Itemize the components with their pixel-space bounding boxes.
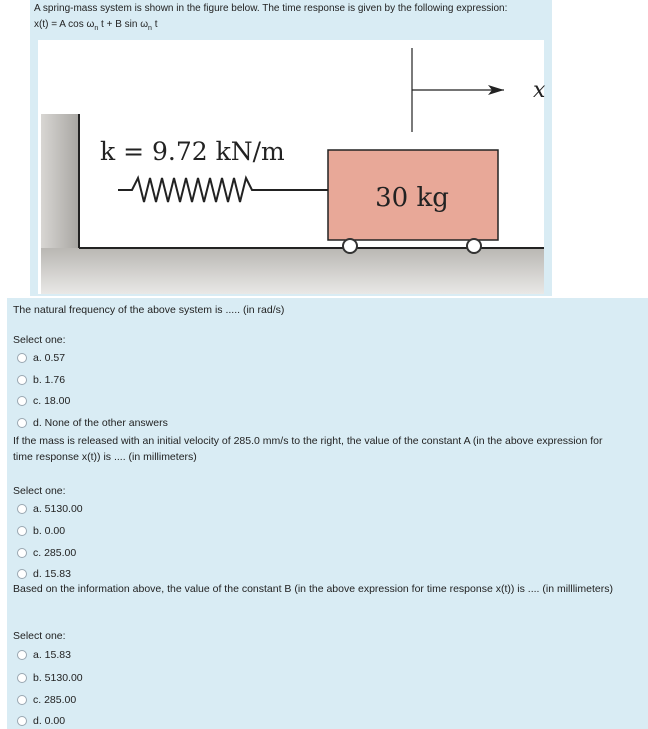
radio-button[interactable] bbox=[17, 418, 27, 428]
radio-button[interactable] bbox=[17, 548, 27, 558]
spring-constant-label: k = 9.72 kN/m bbox=[100, 137, 285, 166]
radio-button[interactable] bbox=[17, 396, 27, 406]
spring-mass-figure bbox=[38, 40, 544, 294]
q2-option-c[interactable]: c. 285.00 bbox=[17, 546, 76, 560]
q3-option-b[interactable]: b. 5130.00 bbox=[17, 671, 83, 685]
select-one-label: Select one: bbox=[13, 485, 66, 497]
q2-option-a[interactable]: a. 5130.00 bbox=[17, 502, 83, 516]
q1-option-d[interactable]: d. None of the other answers bbox=[17, 416, 168, 430]
radio-button[interactable] bbox=[17, 353, 27, 363]
wheel-right bbox=[467, 239, 481, 253]
q2-option-d[interactable]: d. 15.83 bbox=[17, 567, 71, 581]
spring bbox=[118, 178, 328, 202]
select-one-label: Select one: bbox=[13, 334, 66, 346]
q1-option-c[interactable]: c. 18.00 bbox=[17, 394, 70, 408]
q3-option-a[interactable]: a. 15.83 bbox=[17, 648, 71, 662]
question-3-text: Based on the information above, the value of the constant B (in the above expression for time response x(t)) is .... (in milllimeters) bbox=[13, 583, 613, 595]
radio-button[interactable] bbox=[17, 650, 27, 660]
q1-option-a[interactable]: a. 0.57 bbox=[17, 351, 65, 365]
question-2-text-line-2: time response x(t)) is .... (in millimeters) bbox=[13, 451, 197, 463]
wheel-left bbox=[343, 239, 357, 253]
question-2 bbox=[7, 433, 648, 581]
question-3 bbox=[7, 581, 648, 729]
radio-button[interactable] bbox=[17, 526, 27, 536]
radio-button[interactable] bbox=[17, 673, 27, 683]
q3-option-c[interactable]: c. 285.00 bbox=[17, 693, 76, 707]
radio-button[interactable] bbox=[17, 375, 27, 385]
radio-button[interactable] bbox=[17, 504, 27, 514]
problem-intro: A spring-mass system is shown in the figure below. The time response is given by the following expression: bbox=[34, 3, 508, 14]
radio-button[interactable] bbox=[17, 716, 27, 726]
wall bbox=[41, 114, 79, 250]
x-label: x bbox=[533, 78, 546, 103]
question-1-text: The natural frequency of the above system is ..... (in rad/s) bbox=[13, 304, 285, 316]
mass-label: 30 kg bbox=[375, 183, 449, 213]
q2-option-b[interactable]: b. 0.00 bbox=[17, 524, 65, 538]
select-one-label: Select one: bbox=[13, 630, 66, 642]
problem-header bbox=[30, 0, 552, 296]
q1-option-b[interactable]: b. 1.76 bbox=[17, 373, 65, 387]
radio-button[interactable] bbox=[17, 569, 27, 579]
radio-button[interactable] bbox=[17, 695, 27, 705]
time-response-expression: x(t) = A $\cos \omega_n$ t + B $\sin \omega_n$ t bbox=[34, 19, 158, 32]
question-1 bbox=[7, 298, 648, 433]
q3-option-d[interactable]: d. 0.00 bbox=[17, 714, 65, 728]
floor bbox=[41, 248, 544, 294]
spring-mass-diagram bbox=[38, 40, 544, 294]
question-2-text-line-1: If the mass is released with an initial velocity of 285.0 mm/s to the right, the value of the constant A (in the above expression for bbox=[13, 435, 603, 447]
